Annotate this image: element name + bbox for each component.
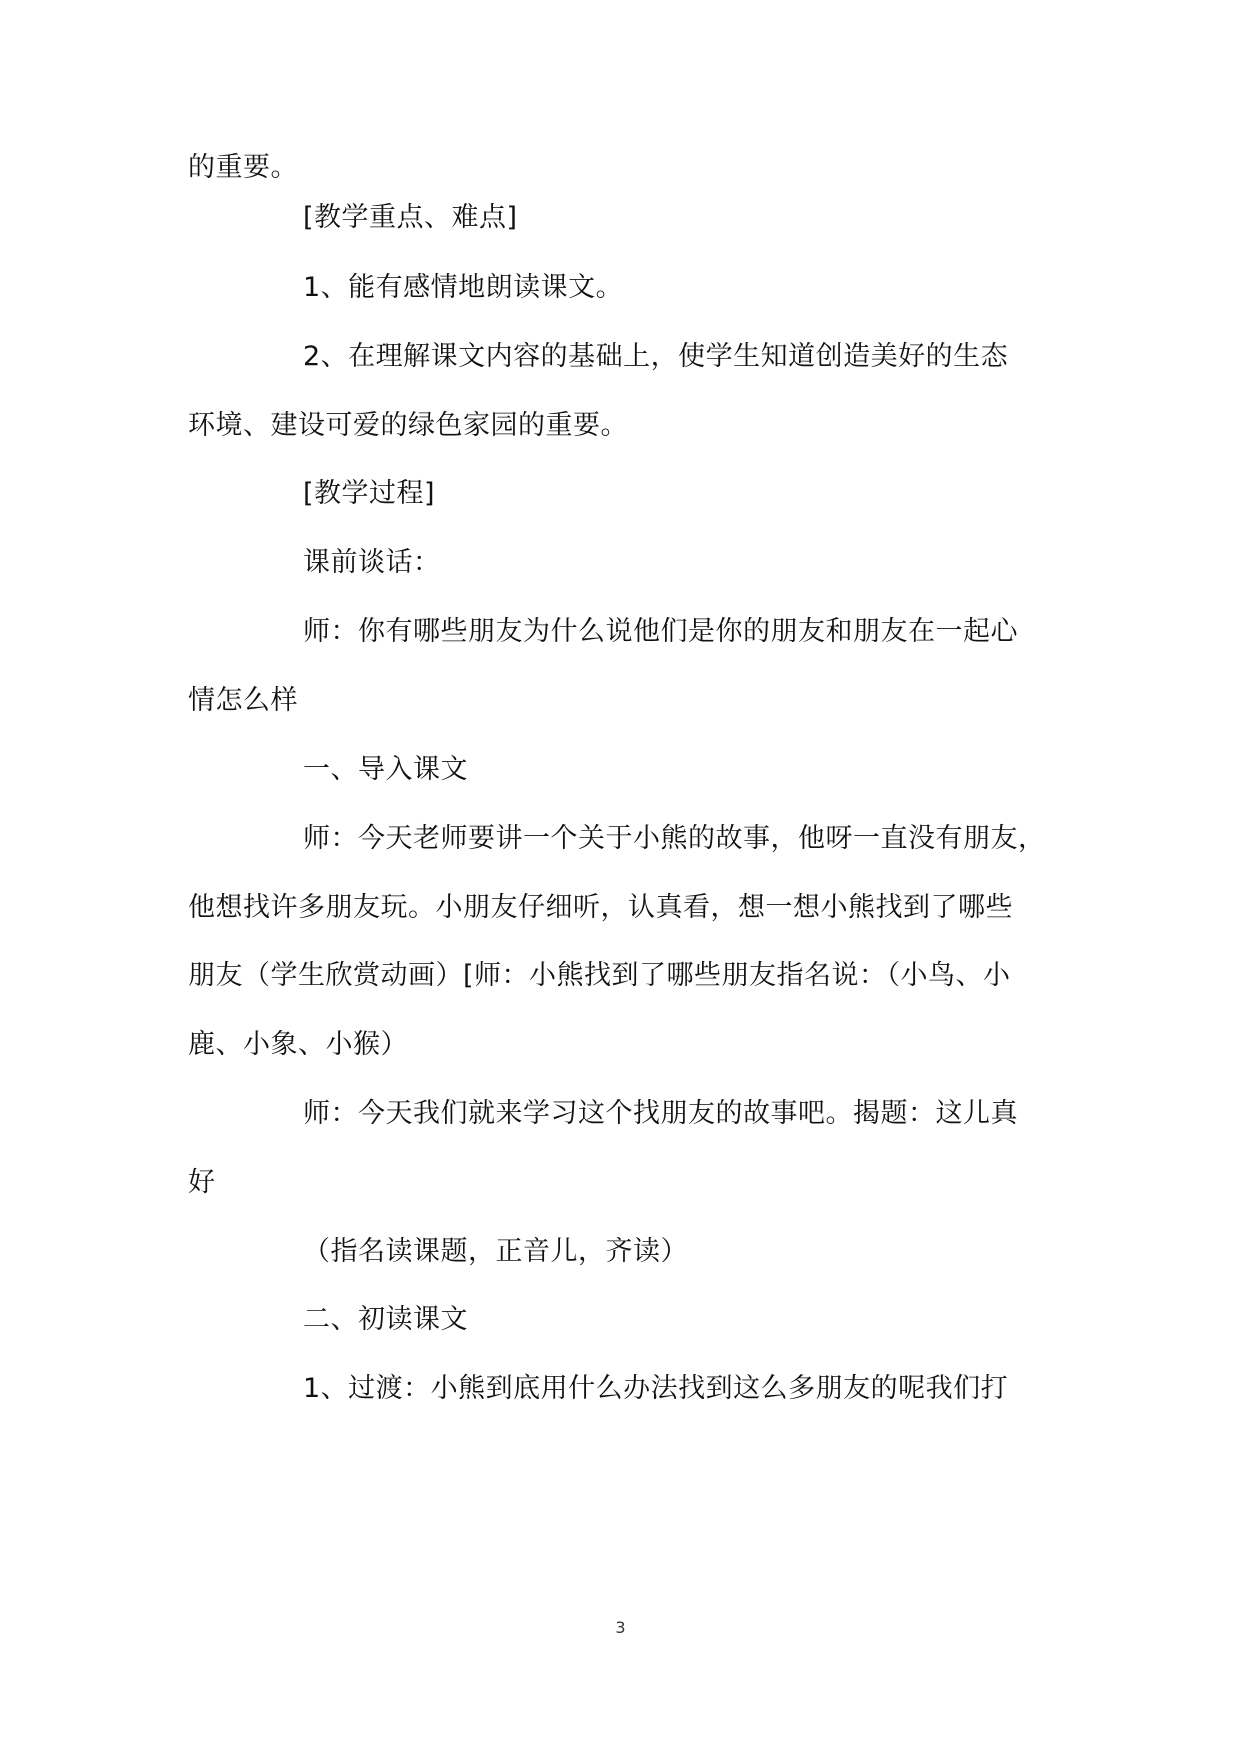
text-line: 朋友（学生欣赏动画）[师：小熊找到了哪些朋友指名说：（小鸟、小	[188, 960, 1011, 991]
section-heading: 二、初读课文	[303, 1304, 468, 1335]
text-line: （指名读课题，正音儿，齐读）	[303, 1236, 688, 1267]
text-line: 环境、建设可爱的绿色家园的重要。	[188, 410, 628, 441]
page-number: 3	[615, 1618, 626, 1637]
section-heading: [教学重点、难点]	[303, 202, 518, 233]
text-line: 课前谈话：	[303, 547, 441, 578]
text-line: 的重要。	[188, 152, 298, 183]
text-line: 师：你有哪些朋友为什么说他们是你的朋友和朋友在一起心	[303, 616, 1018, 647]
text-line: 鹿、小象、小猴）	[188, 1029, 408, 1060]
section-heading: [教学过程]	[303, 478, 436, 509]
text-line: 他想找许多朋友玩。小朋友仔细听，认真看，想一想小熊找到了哪些	[188, 892, 1013, 923]
text-line: 情怎么样	[188, 685, 298, 716]
text-line: 师：今天老师要讲一个关于小熊的故事，他呀一直没有朋友，	[303, 823, 1046, 854]
text-line: 2、在理解课文内容的基础上，使学生知道创造美好的生态	[303, 341, 1009, 372]
section-heading: 一、导入课文	[303, 754, 468, 785]
text-line: 好	[188, 1167, 216, 1198]
text-line: 师：今天我们就来学习这个找朋友的故事吧。揭题：这儿真	[303, 1098, 1018, 1129]
text-line: 1、过渡：小熊到底用什么办法找到这么多朋友的呢我们打	[303, 1373, 1009, 1404]
text-line: 1、能有感情地朗读课文。	[303, 272, 624, 303]
